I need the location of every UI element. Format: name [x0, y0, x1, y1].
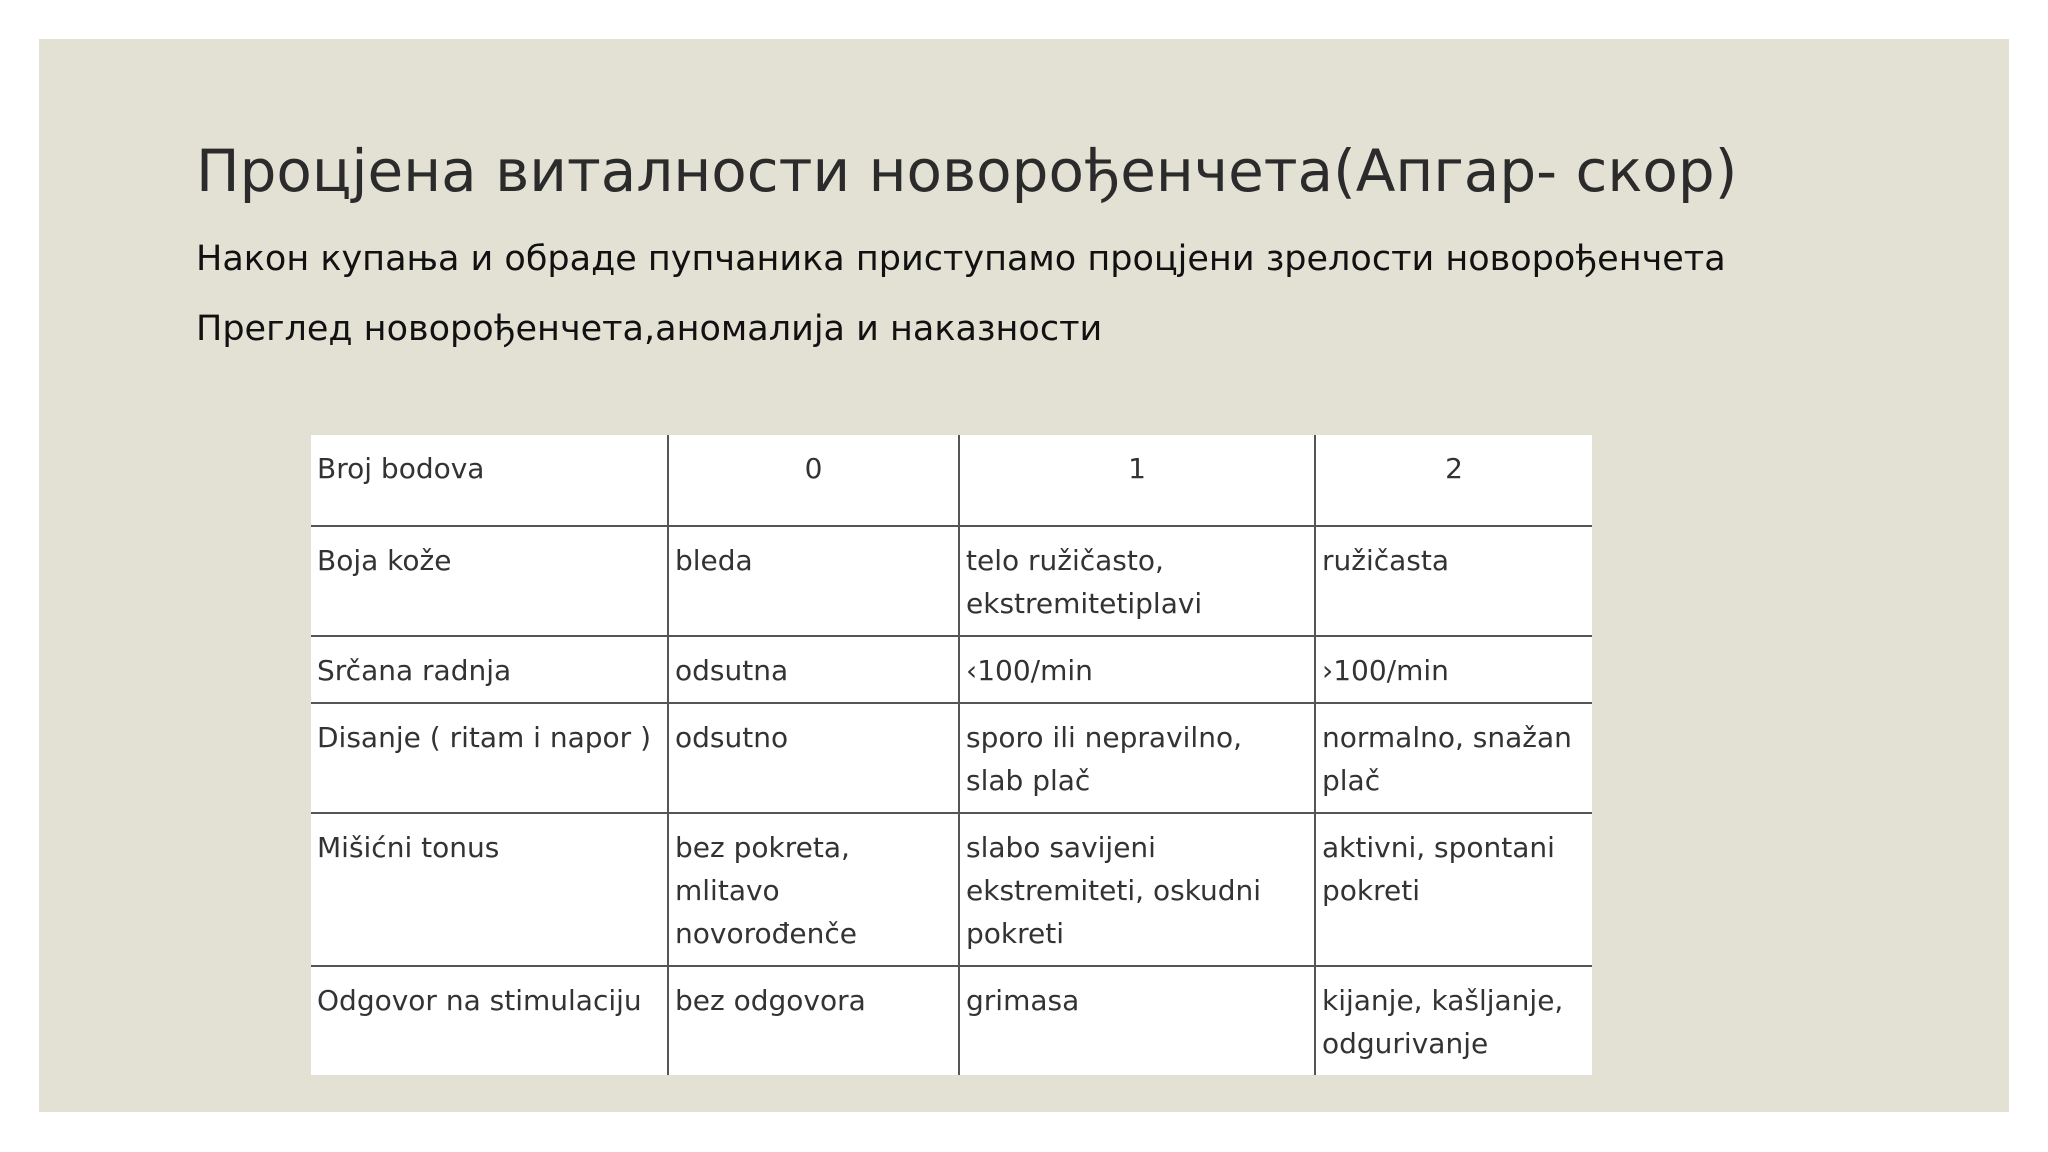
table-header-row [311, 435, 1592, 526]
table-cell: bleda [668, 526, 959, 636]
slide-text-line-1: Након купања и обраде пупчаника приступамо процјени зрелости новорођенчета [196, 239, 1726, 279]
table-row [311, 813, 1592, 966]
table-row [311, 526, 1592, 636]
table-cell: bez pokreta, mlitavo novorođenče [668, 813, 959, 966]
table-header-cell: 2 [1315, 435, 1592, 526]
slide-title: Процјена виталности новорођенчета(Апгар- скор) [196, 137, 1738, 205]
table-cell: Disanje ( ritam i napor ) [311, 703, 668, 813]
table-header-cell: Broj bodova [311, 435, 668, 526]
table-cell: grimasa [959, 966, 1315, 1075]
table-cell: odsutno [668, 703, 959, 813]
table-cell: slabo savijeni ekstremiteti, oskudni pokreti [959, 813, 1315, 966]
table-cell: aktivni, spontani pokreti [1315, 813, 1592, 966]
table-cell: Srčana radnja [311, 636, 668, 703]
table-cell: ‹100/min [959, 636, 1315, 703]
table-cell: ›100/min [1315, 636, 1592, 703]
table-cell: Odgovor na stimulaciju [311, 966, 668, 1075]
slide-text-line-2: Преглед новорођенчета,аномалија и наказности [196, 309, 1103, 349]
table-cell: odsutna [668, 636, 959, 703]
table-row [311, 966, 1592, 1075]
table-cell: Mišićni tonus [311, 813, 668, 966]
table-cell: telo ružičasto, ekstremitetiplavi [959, 526, 1315, 636]
table-cell: bez odgovora [668, 966, 959, 1075]
table-cell: Boja kože [311, 526, 668, 636]
table-cell: normalno, snažan plač [1315, 703, 1592, 813]
table-header-cell: 1 [959, 435, 1315, 526]
table-cell: ružičasta [1315, 526, 1592, 636]
slide [39, 39, 2009, 1112]
table-cell: sporo ili nepravilno, slab plač [959, 703, 1315, 813]
table-row [311, 636, 1592, 703]
apgar-score-table [311, 435, 1592, 1075]
table-header-cell: 0 [668, 435, 959, 526]
table-row [311, 703, 1592, 813]
table-cell: kijanje, kašljanje, odgurivanje [1315, 966, 1592, 1075]
